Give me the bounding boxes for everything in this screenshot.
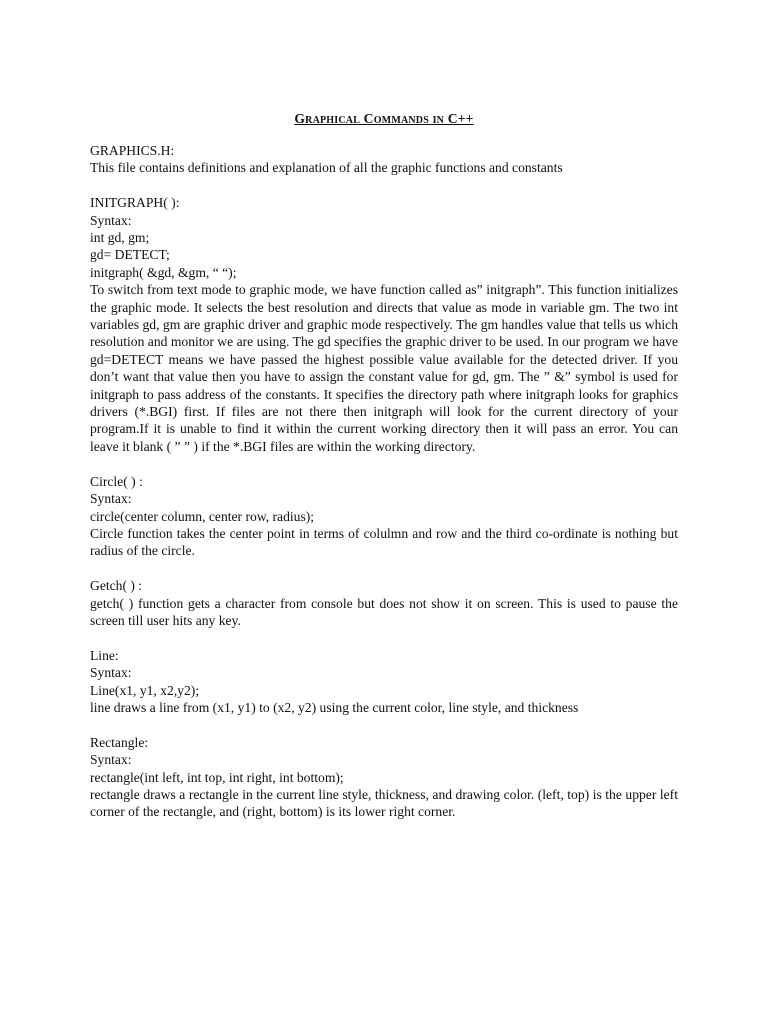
section-heading: Getch( ) : (90, 578, 143, 594)
code-line: Line(x1, y1, x2,y2); (90, 682, 200, 698)
section-rectangle (90, 734, 678, 821)
code-line: rectangle(int left, int top, int right, int bottom); (90, 769, 344, 785)
section-heading: Rectangle: (90, 734, 149, 750)
section-heading: GRAPHICS.H: (90, 143, 175, 158)
section-paragraph: line draws a line from (x1, y1) to (x2, y2) using the current color, line style, and thickness (90, 699, 579, 715)
syntax-label: Syntax: (90, 752, 132, 768)
section-paragraph: getch( ) function gets a character from console but does not show it on screen. This is used to pause the screen till user hits any key. (90, 595, 678, 628)
section-heading: Line: (90, 647, 119, 663)
section-paragraph: Circle function takes the center point in terms of colulmn and row and the third co-ordinate is nothing but radius of the circle. (90, 525, 678, 559)
code-line: circle(center column, center row, radius); (90, 508, 315, 524)
section-circle (90, 473, 678, 560)
section-graphics-h (90, 142, 678, 177)
section-line (90, 647, 678, 717)
section-initgraph (90, 194, 678, 455)
code-line: gd= DETECT; (90, 247, 170, 263)
document-body (90, 142, 678, 838)
code-line: initgraph( &gd, &gm, “ “); (90, 264, 237, 280)
code-line: int gd, gm; (90, 230, 150, 246)
section-paragraph: To switch from text mode to graphic mode, we have function called as” initgraph”. This function initializes the graphic mode. It selects the best resolution and directs that value as mode in variable gm. The two int variables gd, gm are graphic driver and graphic mode respectively. The gm handles value that tells us which resolution and monitor we are using. The gd specifies the graphic driver to be used. In our program we have gd=DETECT means we have passed the highest possible value available for the detected driver. If you don’t want that value then you have to assign the constant value for gd, gm. The ” &” symbol is used for initgraph to pass address of the constants. It specifies the directory path where initgraph looks for graphics drivers (*.BGI) first. If files are not there then initgraph will look for the current directory of your program.If it is unable to find it within the current working directory then it will pass an error. You can leave it blank ( ” ” ) if the *.BGI files are within the working directory. (90, 282, 678, 454)
section-heading: INITGRAPH( ): (90, 195, 180, 211)
syntax-label: Syntax: (90, 212, 132, 228)
section-paragraph: rectangle draws a rectangle in the current line style, thickness, and drawing color. (left, top) is the upper left corner of the rectangle, and (right, bottom) is its lower right corner. (90, 786, 678, 820)
syntax-label: Syntax: (90, 665, 132, 681)
section-heading: Circle( ) : (90, 473, 143, 489)
section-text: This file contains definitions and explanation of all the graphic functions and constants (90, 160, 563, 176)
document-title: Graphical Commands in C++ (294, 111, 474, 126)
syntax-label: Syntax: (90, 491, 132, 507)
section-getch (90, 577, 678, 629)
